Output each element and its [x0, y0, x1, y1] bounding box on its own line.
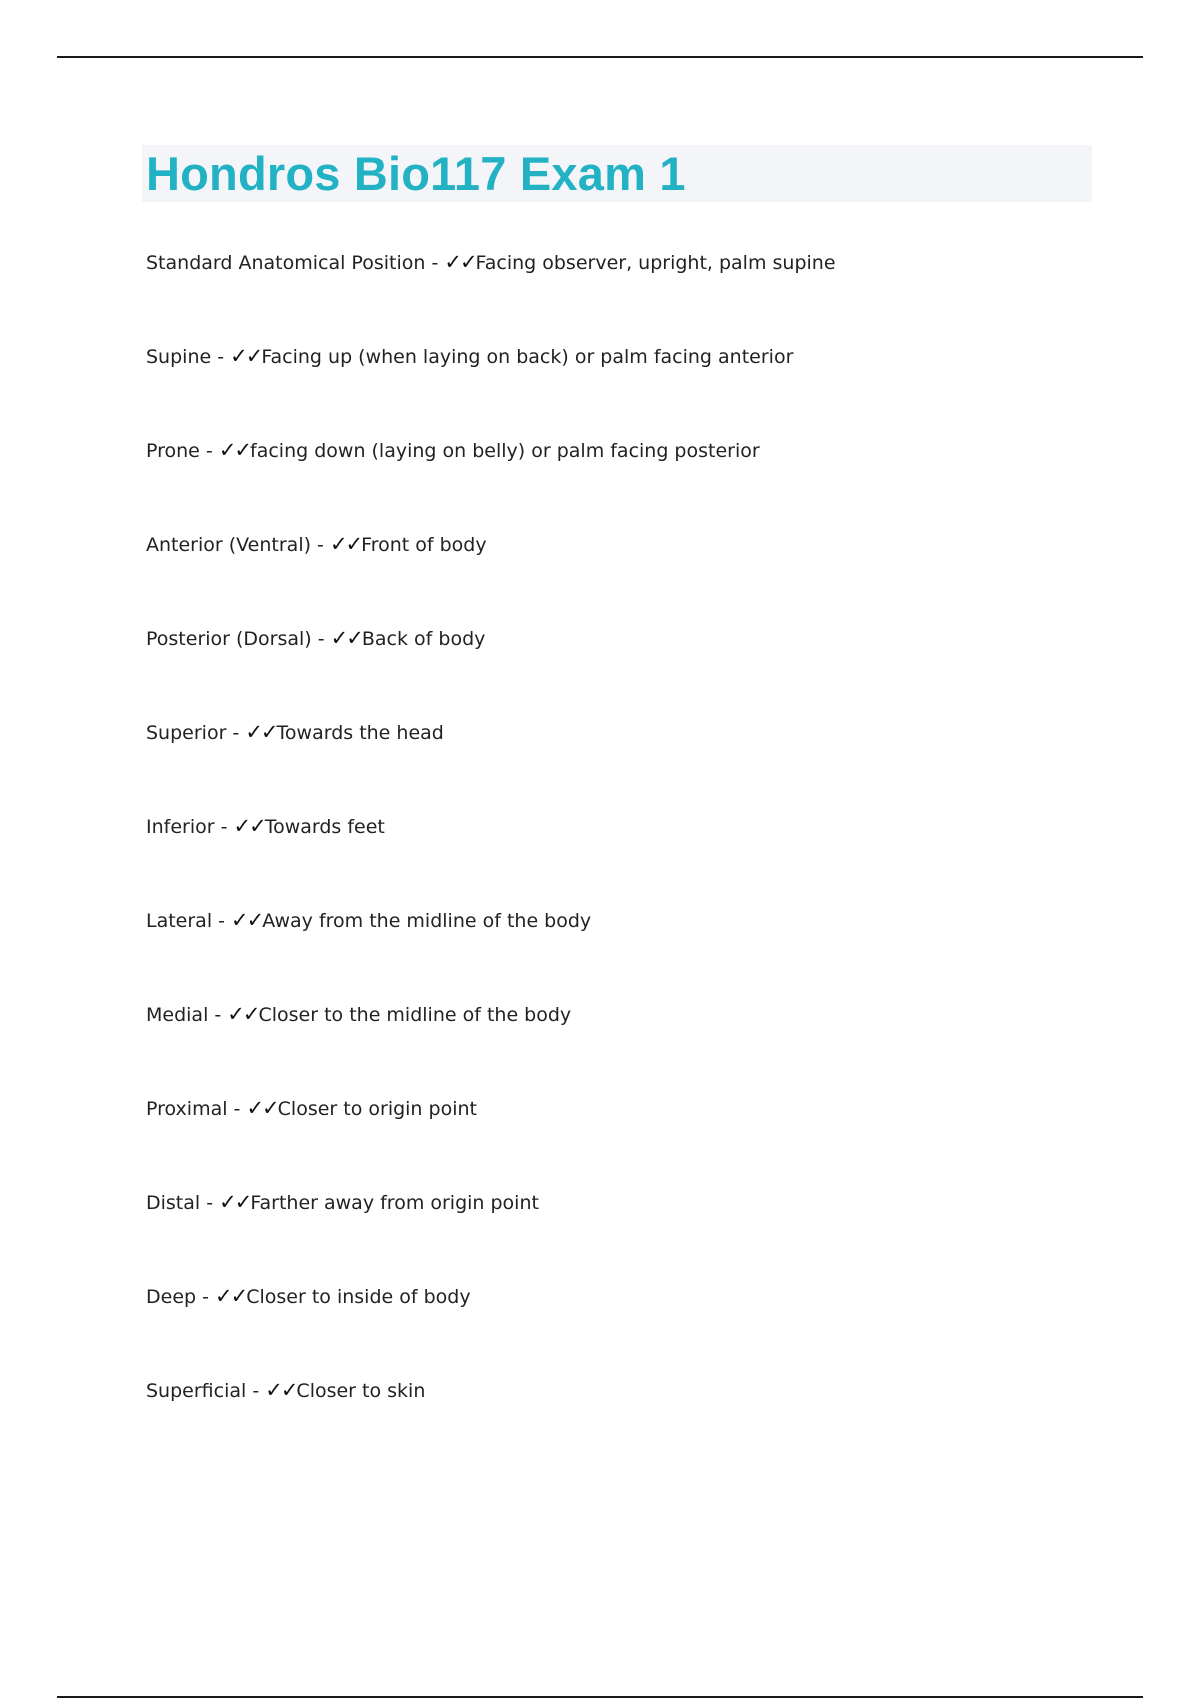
- check-icon: ✓✓: [330, 626, 362, 650]
- check-icon: ✓✓: [218, 438, 251, 462]
- separator: -: [214, 816, 234, 838]
- check-icon: ✓✓: [246, 1096, 278, 1120]
- term-list: [146, 249, 836, 1471]
- separator: -: [226, 722, 246, 744]
- term: Medial: [146, 1004, 209, 1026]
- definition: Front of body: [361, 534, 487, 556]
- top-rule: [57, 56, 1143, 58]
- list-item: [146, 1283, 836, 1377]
- separator: -: [425, 252, 445, 274]
- definition: Closer to origin point: [277, 1098, 477, 1120]
- separator: -: [311, 534, 330, 556]
- check-icon: ✓✓: [230, 344, 262, 368]
- check-icon: ✓✓: [233, 814, 265, 838]
- check-icon: ✓✓: [329, 532, 362, 556]
- list-item: [146, 531, 836, 625]
- definition: facing down (laying on belly) or palm facing posterior: [250, 440, 760, 462]
- definition: Closer to inside of body: [246, 1286, 471, 1308]
- list-item: [146, 907, 836, 1001]
- list-item: [146, 1001, 836, 1095]
- definition: Towards feet: [264, 816, 385, 838]
- separator: -: [227, 1098, 247, 1120]
- separator: -: [212, 910, 232, 932]
- list-item: [146, 437, 836, 531]
- check-icon: ✓✓: [215, 1284, 247, 1308]
- term: Prone: [146, 440, 200, 462]
- separator: -: [311, 628, 331, 650]
- separator: -: [211, 346, 231, 368]
- separator: -: [208, 1004, 228, 1026]
- term: Distal: [146, 1192, 201, 1214]
- check-icon: ✓✓: [245, 720, 277, 744]
- document-title: Hondros Bio117 Exam 1: [146, 147, 686, 200]
- term: Deep: [146, 1286, 197, 1308]
- definition: Away from the midline of the body: [262, 910, 592, 932]
- list-item: [146, 719, 836, 813]
- definition: Back of body: [361, 628, 486, 650]
- check-icon: ✓✓: [219, 1190, 251, 1214]
- check-icon: ✓✓: [231, 908, 263, 932]
- separator: -: [246, 1380, 266, 1402]
- term: Superficial: [146, 1380, 247, 1402]
- term: Anterior (Ventral): [146, 534, 312, 556]
- list-item: [146, 1377, 836, 1471]
- list-item: [146, 343, 836, 437]
- bottom-rule: [57, 1696, 1143, 1698]
- separator: -: [199, 440, 219, 462]
- check-icon: ✓✓: [265, 1378, 297, 1402]
- term: Proximal: [146, 1098, 228, 1120]
- definition: Facing observer, upright, palm supine: [475, 252, 836, 274]
- definition: Closer to the midline of the body: [258, 1004, 572, 1026]
- separator: -: [200, 1192, 220, 1214]
- separator: -: [196, 1286, 216, 1308]
- term: Supine: [146, 346, 212, 368]
- term: Posterior (Dorsal): [146, 628, 312, 650]
- definition: Towards the head: [276, 722, 444, 744]
- definition: Farther away from origin point: [250, 1192, 539, 1214]
- term: Inferior: [146, 816, 215, 838]
- list-item: [146, 813, 836, 907]
- list-item: [146, 1095, 836, 1189]
- list-item: [146, 249, 836, 343]
- check-icon: ✓✓: [444, 250, 476, 274]
- term: Lateral: [146, 910, 213, 932]
- term: Superior: [146, 722, 227, 744]
- term: Standard Anatomical Position: [146, 252, 426, 274]
- check-icon: ✓✓: [227, 1002, 259, 1026]
- definition: Facing up (when laying on back) or palm facing anterior: [261, 346, 794, 368]
- list-item: [146, 625, 836, 719]
- list-item: [146, 1189, 836, 1283]
- definition: Closer to skin: [296, 1380, 426, 1402]
